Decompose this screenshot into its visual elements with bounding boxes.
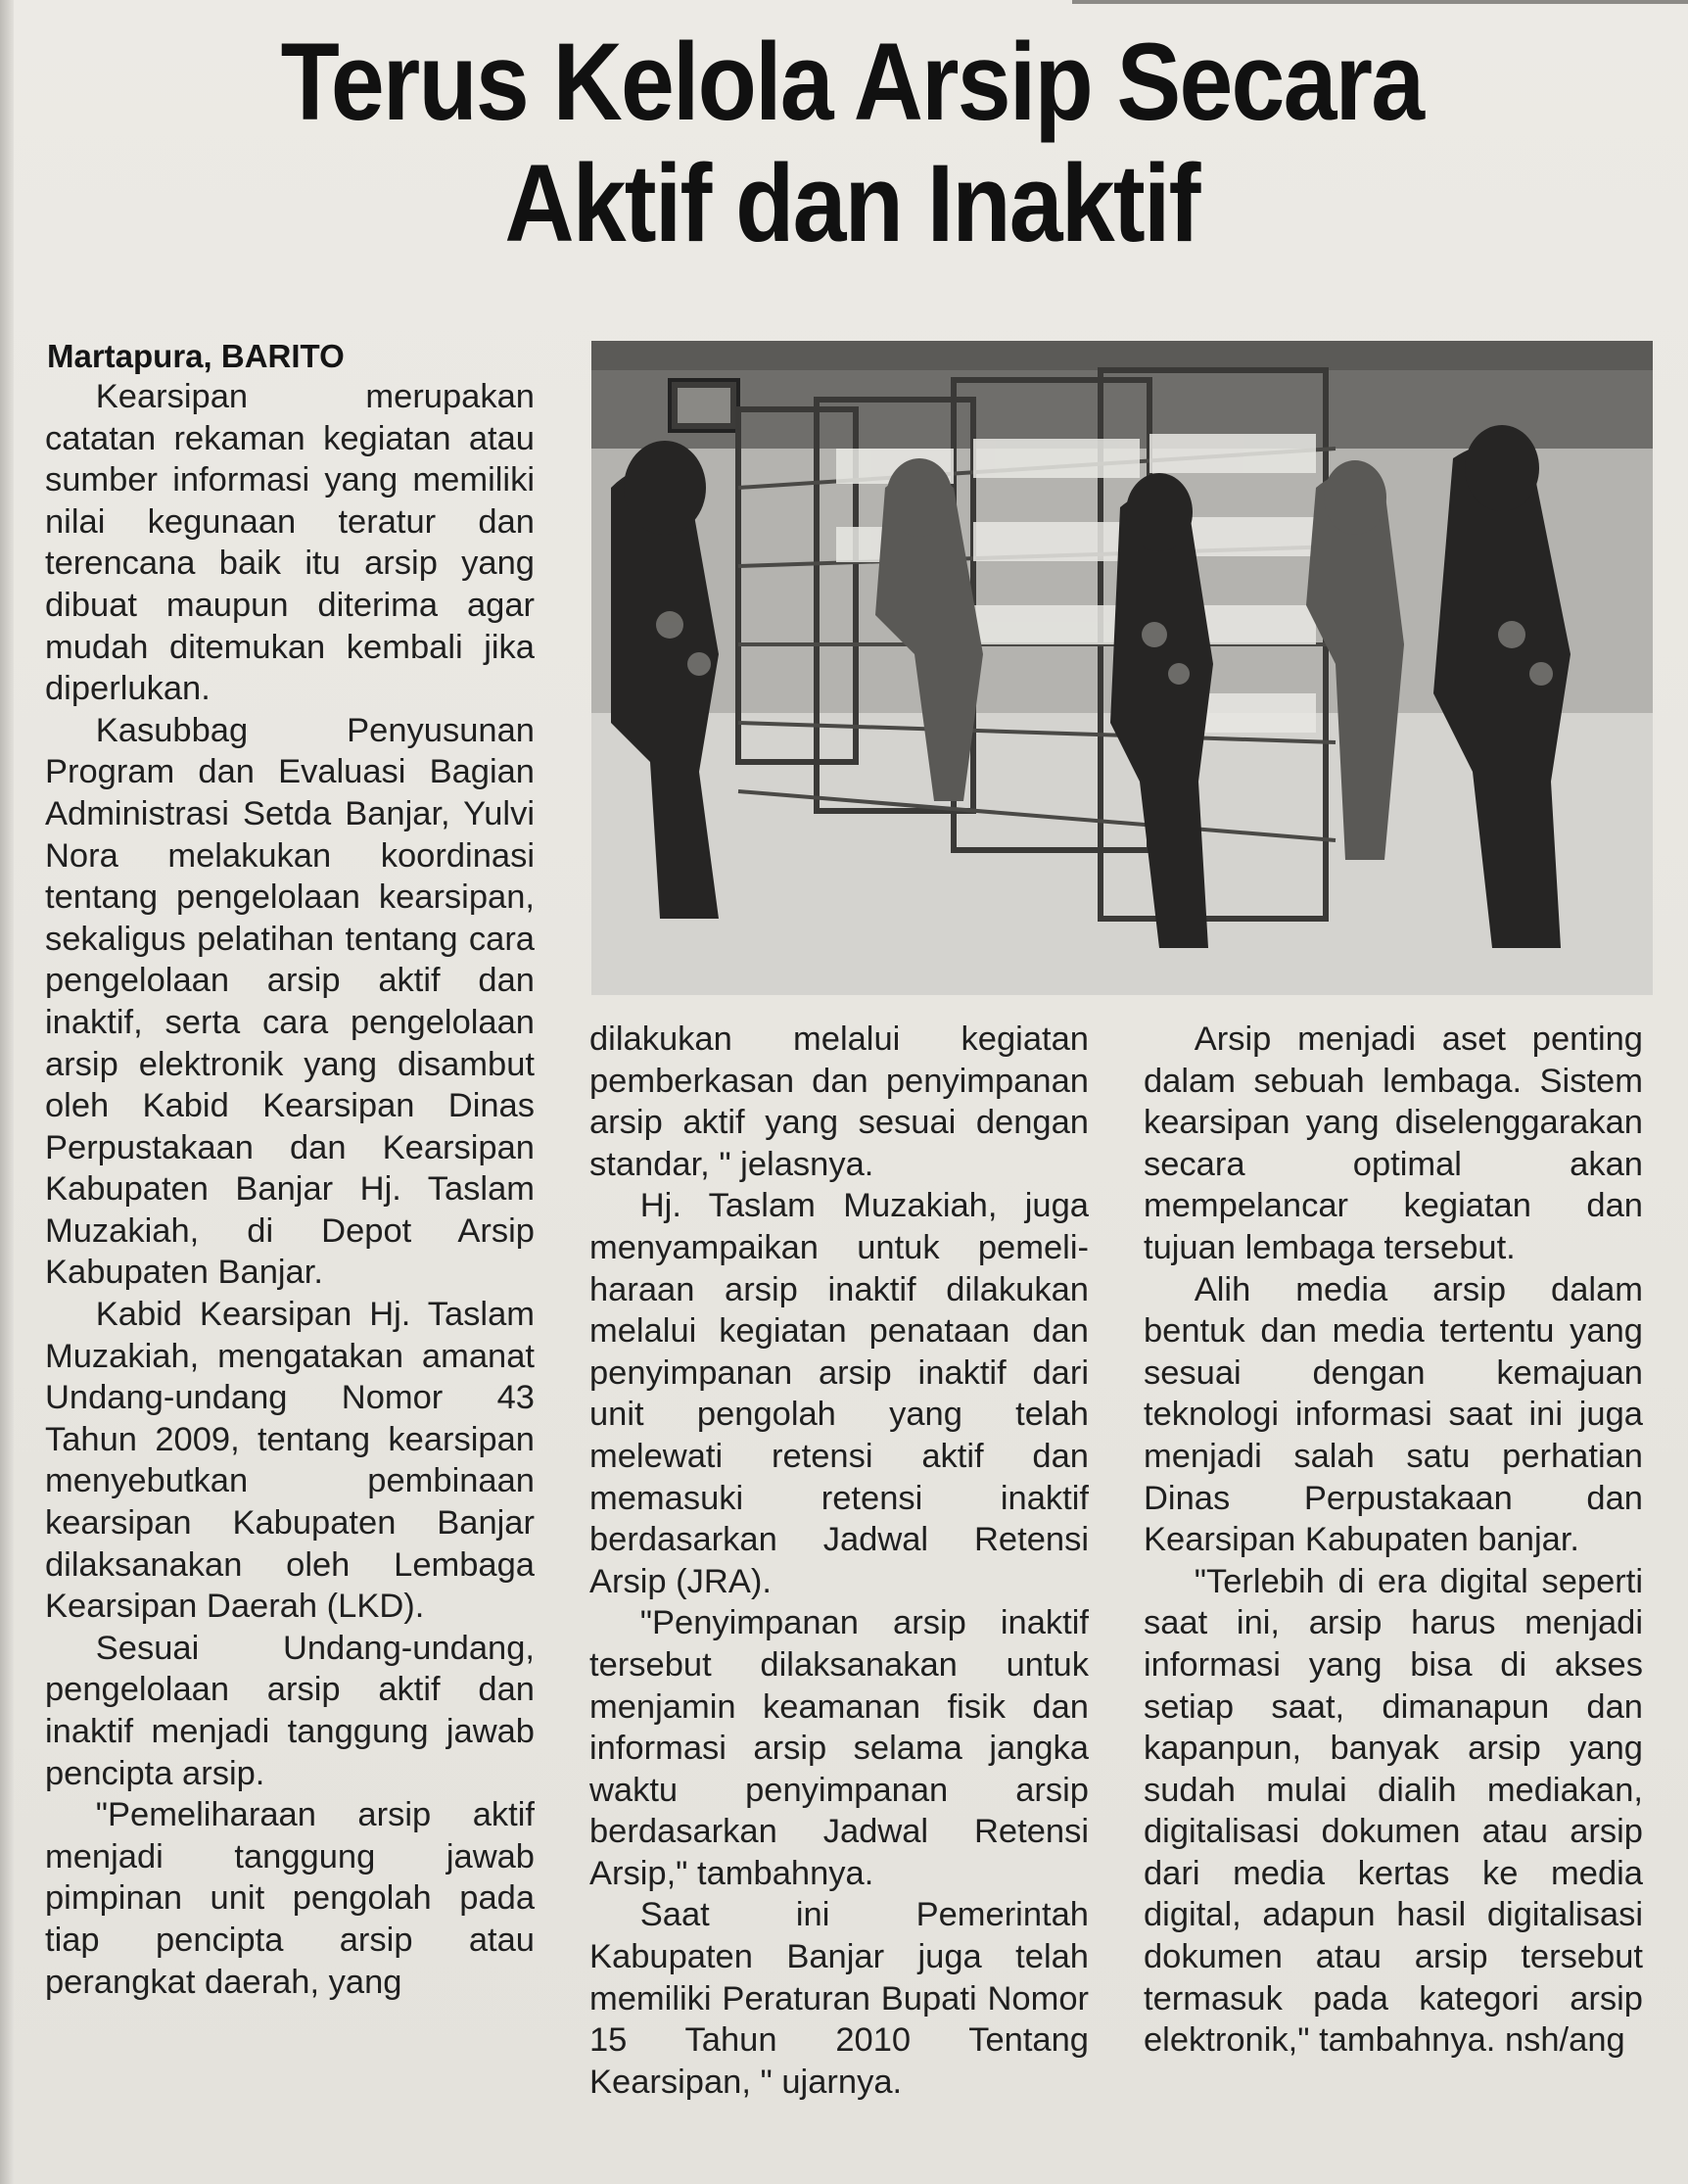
headline bbox=[154, 22, 1550, 264]
dateline: Martapura, BARITO bbox=[47, 338, 345, 374]
column-1 bbox=[45, 376, 535, 2003]
photo-illustration bbox=[591, 341, 1653, 995]
page-edge bbox=[0, 0, 14, 2184]
top-rule bbox=[1072, 0, 1688, 4]
col3-paragraph-3: "Terlebih di era digital seperti saat ini, arsip harus menjadi informasi yang bisa di akses setiap saat, dimanapun dan kapanpun, banyak arsip yang sudah mulai dialih mediakan, digitalisasi dokumen atau arsip dari media kertas ke media digital, adapun hasil digitalisasi dokumen atau arsip tersebut termasuk pada kategori arsip elektronik," tambahnya. nsh/ang bbox=[1144, 1562, 1643, 2060]
col1-paragraph-5: "Pemeliharaan arsip aktif menjadi tanggung jawab pimpinan unit pengolah pada tiap pencipta arsip atau perangkat daerah, yang bbox=[45, 1796, 535, 2001]
archive-room-photo bbox=[591, 341, 1653, 995]
col2-paragraph-1: dilakukan melalui kegiatan pemberkasan dan penyimpanan arsip aktif yang sesuai dengan standar, " jelasnya. bbox=[589, 1021, 1089, 1183]
col1-paragraph-4: Sesuai Undang-undang, pengelolaan arsip aktif dan inaktif menjadi tanggung jawab pencipta arsip. bbox=[45, 1629, 535, 1792]
col3-paragraph-1: Arsip menjadi aset penting dalam sebuah lembaga. Sistem kearsipan yang diselenggarakan secara optimal akan mempelancar kegiatan dan tujuan lembaga tersebut. bbox=[1144, 1021, 1643, 1266]
col2-paragraph-3: "Penyimpanan arsip inaktif tersebut dilaksanakan untuk menjamin keamanan fisik dan informasi arsip selama jangka waktu penyimpanan arsip berdasarkan Jadwal Retensi Arsip," tambahnya. bbox=[589, 1604, 1089, 1892]
col1-paragraph-1: Kearsipan merupakan catatan rekaman kegiatan atau sumber informasi yang memiliki nilai kegunaan teratur dan terencana baik itu arsip yang dibuat maupun diterima agar mudah ditemukan kembali jika diperlukan. bbox=[45, 378, 535, 708]
column-2 bbox=[589, 1019, 1089, 2103]
column-3 bbox=[1144, 1019, 1643, 2062]
headline-line-2: Aktif dan Inaktif bbox=[504, 142, 1199, 264]
headline-line-1: Terus Kelola Arsip Secara bbox=[280, 21, 1424, 143]
col1-paragraph-3: Kabid Kearsipan Hj. Taslam Muzakiah, mengatakan amanat Undang-undang Nomor 43 Tahun 2009, tentang kearsipan menyebutkan pembinaan kearsipan Kabupaten Banjar dilaksanakan oleh Lembaga Kearsipan Daerah (LKD). bbox=[45, 1296, 535, 1626]
col2-paragraph-2: Hj. Taslam Muzakiah, juga menyampaikan untuk pemeliharaan arsip inaktif dilakukan melalui kegiatan penataan dan penyimpanan arsip inaktif dari unit pengolah yang telah melewati retensi aktif dan memasuki retensi inaktif berdasarkan Jadwal Retensi Arsip (JRA). bbox=[589, 1187, 1089, 1600]
col2-paragraph-4: Saat ini Pemerintah Kabupaten Banjar juga telah memiliki Peraturan Bupati Nomor 15 Tahun 2010 Tentang Kearsipan, " ujarnya. bbox=[589, 1896, 1089, 2101]
col3-paragraph-2: Alih media arsip dalam bentuk dan media tertentu yang sesuai dengan kemajuan teknologi informasi saat ini juga menjadi salah satu perhatian Dinas Perpustakaan dan Kearsipan Kabupaten banjar. bbox=[1144, 1270, 1643, 1559]
col1-paragraph-2: Kasubbag Penyusunan Program dan Evaluasi Bagian Administrasi Setda Banjar, Yulvi Nora melakukan koordinasi tentang pengelolaan kearsipan, sekaligus pelatihan tentang cara pengelolaan arsip aktif dan inaktif, serta cara pengelolaan arsip elektronik yang disambut oleh Kabid Kearsipan Dinas Perpustakaan dan Kearsipan Kabupaten Banjar Hj. Taslam Muzakiah, di Depot Arsip Kabupaten Banjar. bbox=[45, 711, 535, 1292]
